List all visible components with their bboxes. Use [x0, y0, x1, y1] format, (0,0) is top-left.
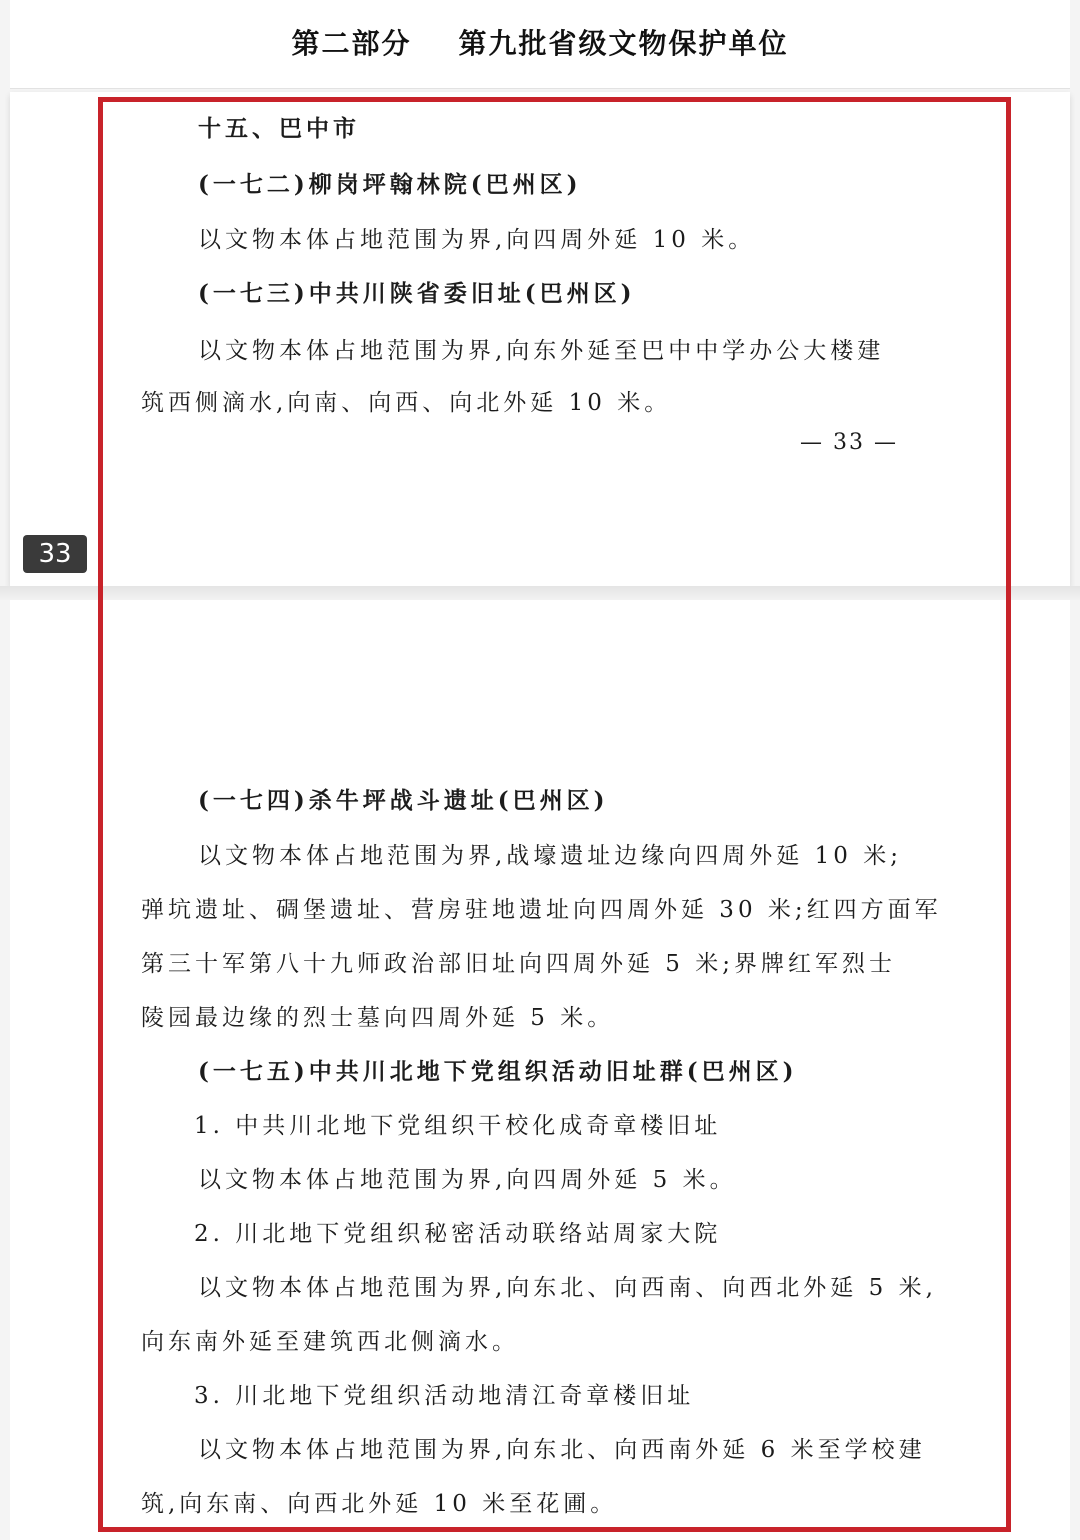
entry-175-heading: (一七五)中共川北地下党组织活动旧址群(巴州区) — [198, 1058, 798, 1085]
entry-175-item-2-text-2: 向东南外延至建筑西北侧滴水。 — [141, 1329, 519, 1355]
entry-175-item-3-text-1: 以文物本体占地范围为界,向东北、向西南外延 6 米至学校建 — [198, 1437, 926, 1463]
page-number-badge: 33 — [23, 535, 87, 573]
entry-172-text: 以文物本体占地范围为界,向四周外延 10 米。 — [198, 227, 756, 253]
entry-174-text-3: 第三十军第八十九师政治部旧址向四周外延 5 米;界牌红军烈士 — [141, 951, 897, 977]
entry-174-text-2: 弹坑遗址、碉堡遗址、营房驻地遗址向四周外延 30 米;红四方面军 — [141, 897, 942, 923]
entry-175-item-2-title: 2. 川北地下党组织秘密活动联络站周家大院 — [194, 1221, 722, 1247]
entry-173-text-2: 筑西侧滴水,向南、向西、向北外延 10 米。 — [141, 390, 672, 416]
entry-174-heading: (一七四)杀牛坪战斗遗址(巴州区) — [198, 787, 609, 814]
page-footer-number: — 33 — — [800, 430, 898, 455]
entry-172-heading: (一七二)柳岗坪翰林院(巴州区) — [198, 171, 582, 198]
entry-174-text-1: 以文物本体占地范围为界,战壕遗址边缘向四周外延 10 米; — [198, 843, 902, 869]
entry-174-text-4: 陵园最边缘的烈士墓向四周外延 5 米。 — [141, 1005, 615, 1031]
entry-175-item-1-title: 1. 中共川北地下党组织干校化成奇章楼旧址 — [194, 1113, 722, 1139]
entry-175-item-3-text-2: 筑,向东南、向西北外延 10 米至花圃。 — [141, 1491, 618, 1517]
entry-175-item-1-text: 以文物本体占地范围为界,向四周外延 5 米。 — [198, 1167, 737, 1193]
entry-173-heading: (一七三)中共川陕省委旧址(巴州区) — [198, 280, 636, 307]
entry-175-item-3-title: 3. 川北地下党组织活动地清江奇章楼旧址 — [194, 1383, 695, 1409]
entry-175-item-2-text-1: 以文物本体占地范围为界,向东北、向西南、向西北外延 5 米, — [198, 1275, 937, 1301]
page-33 — [10, 92, 1070, 586]
page-separator — [0, 586, 1080, 600]
page-34 — [10, 600, 1070, 1540]
section-title: 十五、巴中市 — [198, 115, 360, 142]
entry-173-text-1: 以文物本体占地范围为界,向东外延至巴中中学办公大楼建 — [198, 338, 885, 364]
document-header-title: 第二部分 第九批省级文物保护单位 — [291, 27, 789, 60]
